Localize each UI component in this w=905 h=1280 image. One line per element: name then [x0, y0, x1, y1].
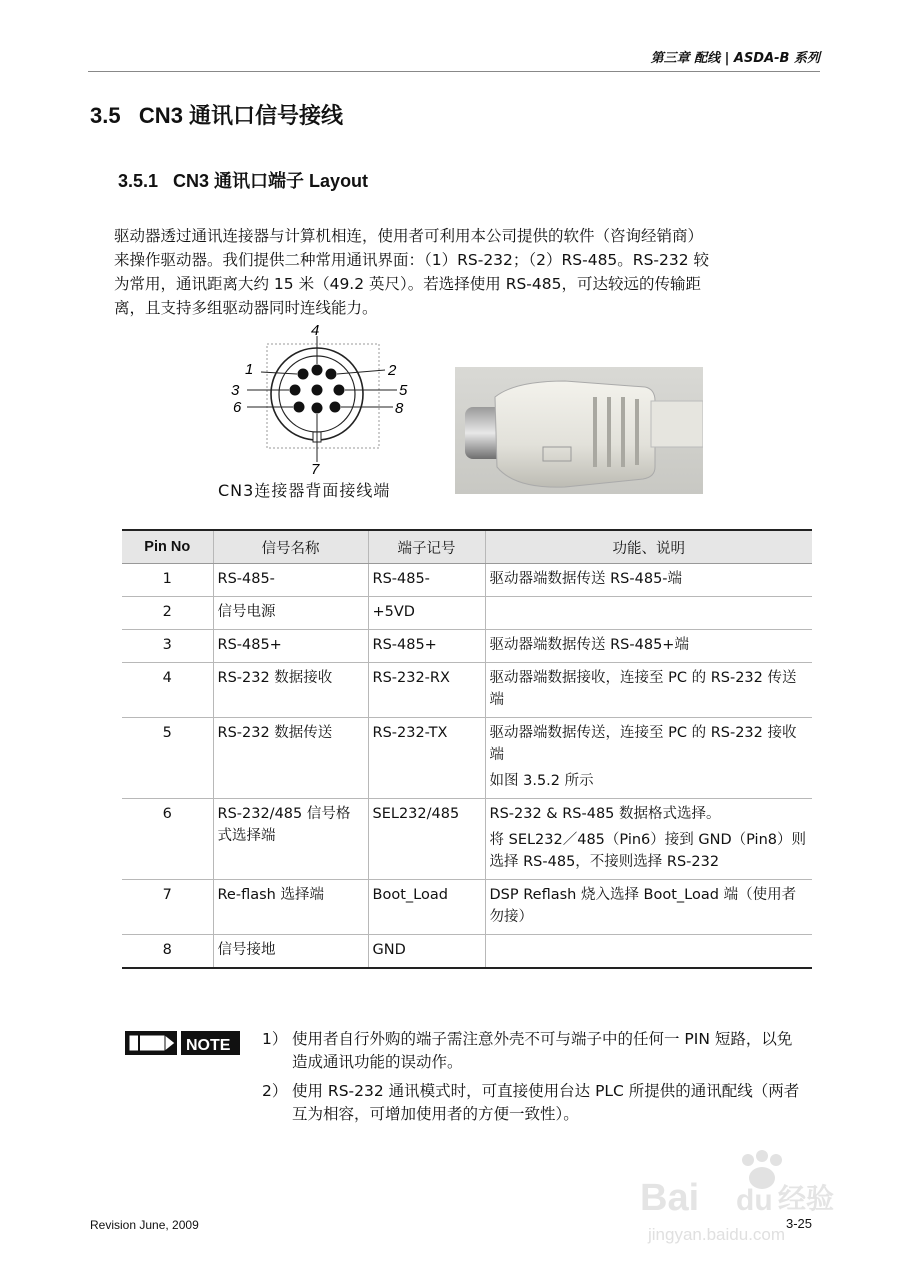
note-list: [262, 1028, 807, 1132]
signal-name-cell: RS-485-: [213, 564, 368, 597]
signal-name-cell: Re-flash 选择端: [213, 880, 368, 935]
terminal-cell: Boot_Load: [368, 880, 485, 935]
cn3-pin-table: [122, 529, 812, 969]
note-item: [262, 1028, 807, 1074]
table-row: [122, 718, 812, 799]
pin-cell: 2: [122, 597, 213, 630]
function-text: 如图 3.5.2 所示: [489, 773, 594, 789]
intro-line: 来操作驱动器。我们提供二种常用通讯界面：（1）RS-232；（2）RS-485。RS-232 较: [114, 251, 710, 269]
signal-name-cell: RS-485+: [213, 630, 368, 663]
table-row: [122, 564, 812, 597]
terminal-cell: GND: [368, 935, 485, 969]
terminal-cell: RS-232-TX: [368, 718, 485, 799]
intro-line: 为常用，通讯距离大约 15 米（49.2 英尺）。若选择使用 RS-485，可达较远的传输距: [114, 275, 701, 293]
function-cell: [485, 630, 812, 663]
note-text: 使用 RS-232 通讯模式时，可直接使用台达 PLC 所提供的通讯配线（两者互为相容，可增加使用者的方便一致性）。: [292, 1082, 800, 1123]
pin-cell: 1: [122, 564, 213, 597]
function-cell: [485, 663, 812, 718]
subsection-title: 3.5.1 CN3 通讯口端子 Layout: [118, 171, 369, 191]
pin-cell: 8: [122, 935, 213, 969]
pin-cell: 3: [122, 630, 213, 663]
pin-cell: 7: [122, 880, 213, 935]
table-row: [122, 880, 812, 935]
function-cell: [485, 799, 812, 880]
pin-label-2: 2: [388, 362, 397, 379]
pin-label-4: 4: [311, 322, 320, 339]
signal-name-cell: 信号接地: [213, 935, 368, 969]
function-text: DSP Reflash 烧入选择 Boot_Load 端（使用者勿接）: [489, 887, 797, 925]
col-header-pin: Pin No: [122, 530, 213, 564]
watermark-url: jingyan.baidu.com: [648, 1225, 786, 1244]
table-row: [122, 630, 812, 663]
note-pencil-icon: [125, 1028, 240, 1058]
section-title: 3.5 CN3 通讯口信号接线: [90, 103, 344, 128]
pin-cell: 6: [122, 799, 213, 880]
table-row: [122, 935, 812, 969]
signal-name-cell: RS-232 数据传送: [213, 718, 368, 799]
pin-label-3: 3: [231, 382, 240, 399]
watermark-suffix: du: [736, 1184, 773, 1217]
terminal-cell: RS-232-RX: [368, 663, 485, 718]
running-header: 第三章 配线 | ASDA-B 系列: [650, 51, 820, 66]
connector-caption: CN3连接器背面接线端: [218, 481, 391, 500]
note-badge-text: NOTE: [186, 1037, 231, 1054]
col-header-terminal: 端子记号: [368, 530, 485, 564]
header-rule: [88, 71, 820, 72]
note-item: [262, 1080, 807, 1126]
terminal-cell: SEL232/485: [368, 799, 485, 880]
pin-label-7: 7: [311, 461, 320, 478]
function-text: 驱动器端数据传送 RS-485+端: [489, 637, 689, 653]
terminal-cell: RS-485-: [368, 564, 485, 597]
col-header-signal-name: 信号名称: [213, 530, 368, 564]
pin-cell: 4: [122, 663, 213, 718]
intro-line: 驱动器透过通讯连接器与计算机相连，使用者可利用本公司提供的软件（咨询经销商）: [114, 227, 704, 245]
pin-label-1: 1: [245, 361, 254, 378]
signal-name-cell: RS-232 数据接收: [213, 663, 368, 718]
note-number: 1）: [262, 1030, 288, 1048]
terminal-cell: RS-485+: [368, 630, 485, 663]
table-row: [122, 799, 812, 880]
function-text: 驱动器端数据接收，连接至 PC 的 RS-232 传送端: [489, 670, 797, 708]
pin-label-8: 8: [395, 400, 404, 417]
intro-paragraph: [114, 224, 814, 320]
watermark-cn: 经验: [778, 1182, 835, 1215]
function-text: 驱动器端数据传送，连接至 PC 的 RS-232 接收端: [489, 725, 797, 763]
signal-name-cell: RS-232/485 信号格式选择端: [213, 799, 368, 880]
baidu-jingyan-watermark: [640, 1148, 860, 1258]
function-cell: [485, 935, 812, 969]
table-row: [122, 663, 812, 718]
connector-pin-diagram: [225, 322, 440, 502]
col-header-function: 功能、说明: [485, 530, 812, 564]
function-text: RS-232 & RS-485 数据格式选择。: [489, 806, 721, 822]
table-row: [122, 597, 812, 630]
pin-label-6: 6: [233, 399, 242, 416]
note-text: 使用者自行外购的端子需注意外壳不可与端子中的任何一 PIN 短路，以免造成通讯功能的误动作。: [292, 1030, 793, 1071]
function-cell: [485, 597, 812, 630]
function-cell: [485, 564, 812, 597]
note-number: 2）: [262, 1082, 288, 1100]
intro-line: 离，且支持多组驱动器同时连线能力。: [114, 299, 378, 317]
pin-label-5: 5: [399, 382, 408, 399]
connector-photo: [455, 367, 703, 494]
footer-revision: Revision June, 2009: [90, 1218, 199, 1232]
function-cell: [485, 880, 812, 935]
footer-page-number: 3-25: [786, 1216, 813, 1231]
function-text: 驱动器端数据传送 RS-485-端: [489, 571, 683, 587]
function-text: 将 SEL232／485（Pin6）接到 GND（Pin8）则选择 RS-485，不接则选择 RS-232: [489, 832, 806, 870]
function-cell: [485, 718, 812, 799]
terminal-cell: +5VD: [368, 597, 485, 630]
watermark-brand: Bai: [640, 1177, 700, 1219]
pin-cell: 5: [122, 718, 213, 799]
signal-name-cell: 信号电源: [213, 597, 368, 630]
table-header-row: [122, 530, 812, 564]
